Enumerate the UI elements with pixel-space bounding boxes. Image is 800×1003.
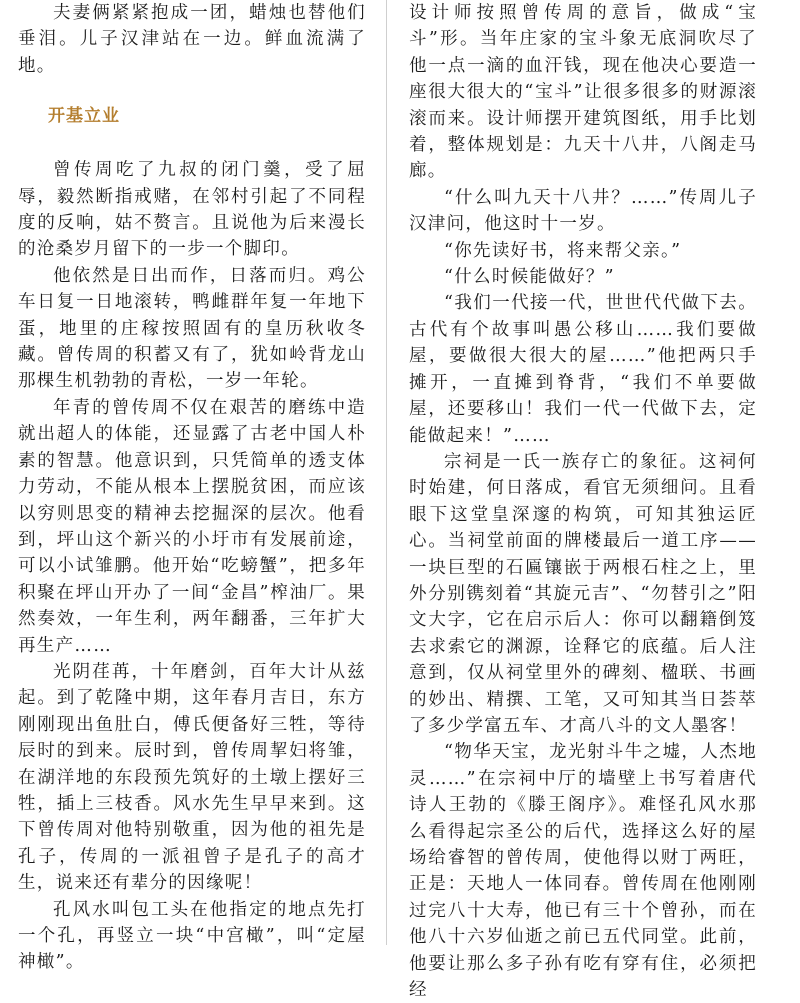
paragraph: “我们一代接一代，世世代代做下去。古代有个故事叫愚公移山……我们要做屋，要做很大很大的屋……”他把两只手摊开，一直摊到脊背，“我们不单要做屋，还要移山！我们一代一代做下去，定能做起来！”…… — [409, 293, 757, 446]
paragraph: “什么时候能做好？” — [444, 267, 615, 288]
section-heading: 开基立业 — [48, 106, 120, 127]
paragraph: 宗祠是一氏一族存亡的象征。这祠何时始建，何日落成，看官无须细问。且看眼下这堂皇深邃的构筑，可知其独运匠心。当祠堂前面的牌楼最后一道工序——一块巨型的石匾镶嵌于两根石柱之上，里外分别镌刻着“其旋元吉”、“勿替引之”阳文大字，它在启示后人：你可以翻籍倒笈去求索它的渊源，诠释它的底蕴。后人注意到，仅从祠堂里外的碑刻、楹联、书画的妙出、精撰、工笔，又可知其当日荟萃了多少学富五车、才高八斗的文人墨客！ — [409, 451, 757, 736]
column-divider — [386, 0, 387, 945]
left-column — [18, 0, 366, 976]
paragraph: 孔风水叫包工头在他指定的地点先打一个孔，再竖立一块“中宫橄”，叫“定屋神橄”。 — [18, 899, 366, 973]
paragraph: “什么叫九天十八井？……”传周儿子汉津问，他这时十一岁。 — [409, 187, 757, 235]
right-column — [409, 0, 757, 1003]
paragraph: 他依然是日出而作，日落而归。鸡公车日复一日地滚转，鸭雌群年复一年地下蛋，地里的庄稼按照固有的皇历秋收冬藏。曾传周的积蓄又有了，犹如岭背龙山那棵生机勃勃的青松，一岁一年轮。 — [18, 265, 366, 392]
paragraph: 设计师按照曾传周的意旨，做成“宝斗”形。当年庄家的宝斗象无底洞吹尽了他一点一滴的血汗钱，现在他决心要造一座很大很大的“宝斗”让很多很多的财源滚滚而来。设计师摆开建筑图纸，用手比划着，整体规划是：九天十八井，八阁走马廊。 — [409, 3, 757, 182]
paragraph: “你先读好书，将来帮父亲。” — [444, 240, 682, 261]
paragraph: 光阴荏苒，十年磨剑，百年大计从兹起。到了乾隆中期，这年春月吉日，东方刚刚现出鱼肚白，傅氏便备好三牲，等待辰时的到来。辰时到，曾传周挈妇将雏，在湖洋地的东段预先筑好的土墩上摆好三牲，插上三枝香。风水先生早早来到。这下曾传周对他特别敬重，因为他的祖先是孔子，传周的一派祖曾子是孔子的高才生，说来还有辈分的因缘呢！ — [18, 661, 366, 894]
paragraph: 夫妻俩紧紧抱成一团，蜡烛也替他们垂泪。儿子汉津站在一边。鲜血流满了地。 — [18, 3, 366, 76]
paragraph: 曾传周吃了九叔的闭门羹，受了屈辱，毅然断指戒赌，在邻村引起了不同程度的反响，姑不赘言。且说他为后来漫长的沧桑岁月留下的一步一个脚印。 — [18, 160, 366, 260]
paragraph: 年青的曾传周不仅在艰苦的磨练中造就出超人的体能，还显露了古老中国人朴素的智慧。他意识到，只凭简单的透支体力劳动，不能从根本上摆脱贫困，而应该以穷则思变的精神去挖掘深的层次。他看到，坪山这个新兴的小圩市有发展前途，可以小试雏鹏。他开始“吃螃蟹”，把多年积聚在坪山开办了一间“金昌”榨油厂。果然奏效，一年生利，两年翻番，三年扩大再生产…… — [18, 397, 366, 656]
paragraph: “物华天宝，龙光射斗牛之墟，人杰地灵……”在宗祠中厅的墙壁上书写着唐代诗人王勃的《滕王阁序》。难怪孔风水那么看得起宗圣公的后代，选择这么好的屋场给睿智的曾传周，使他得以财丁两旺，正是：天地人一体同春。曾传周在他刚刚过完八十大寿，他已有三十个曾孙，而在他八十六岁仙逝之前已五代同堂。此前，他要让那么多子孙有吃有穿有住，必须把经 — [409, 742, 757, 1001]
